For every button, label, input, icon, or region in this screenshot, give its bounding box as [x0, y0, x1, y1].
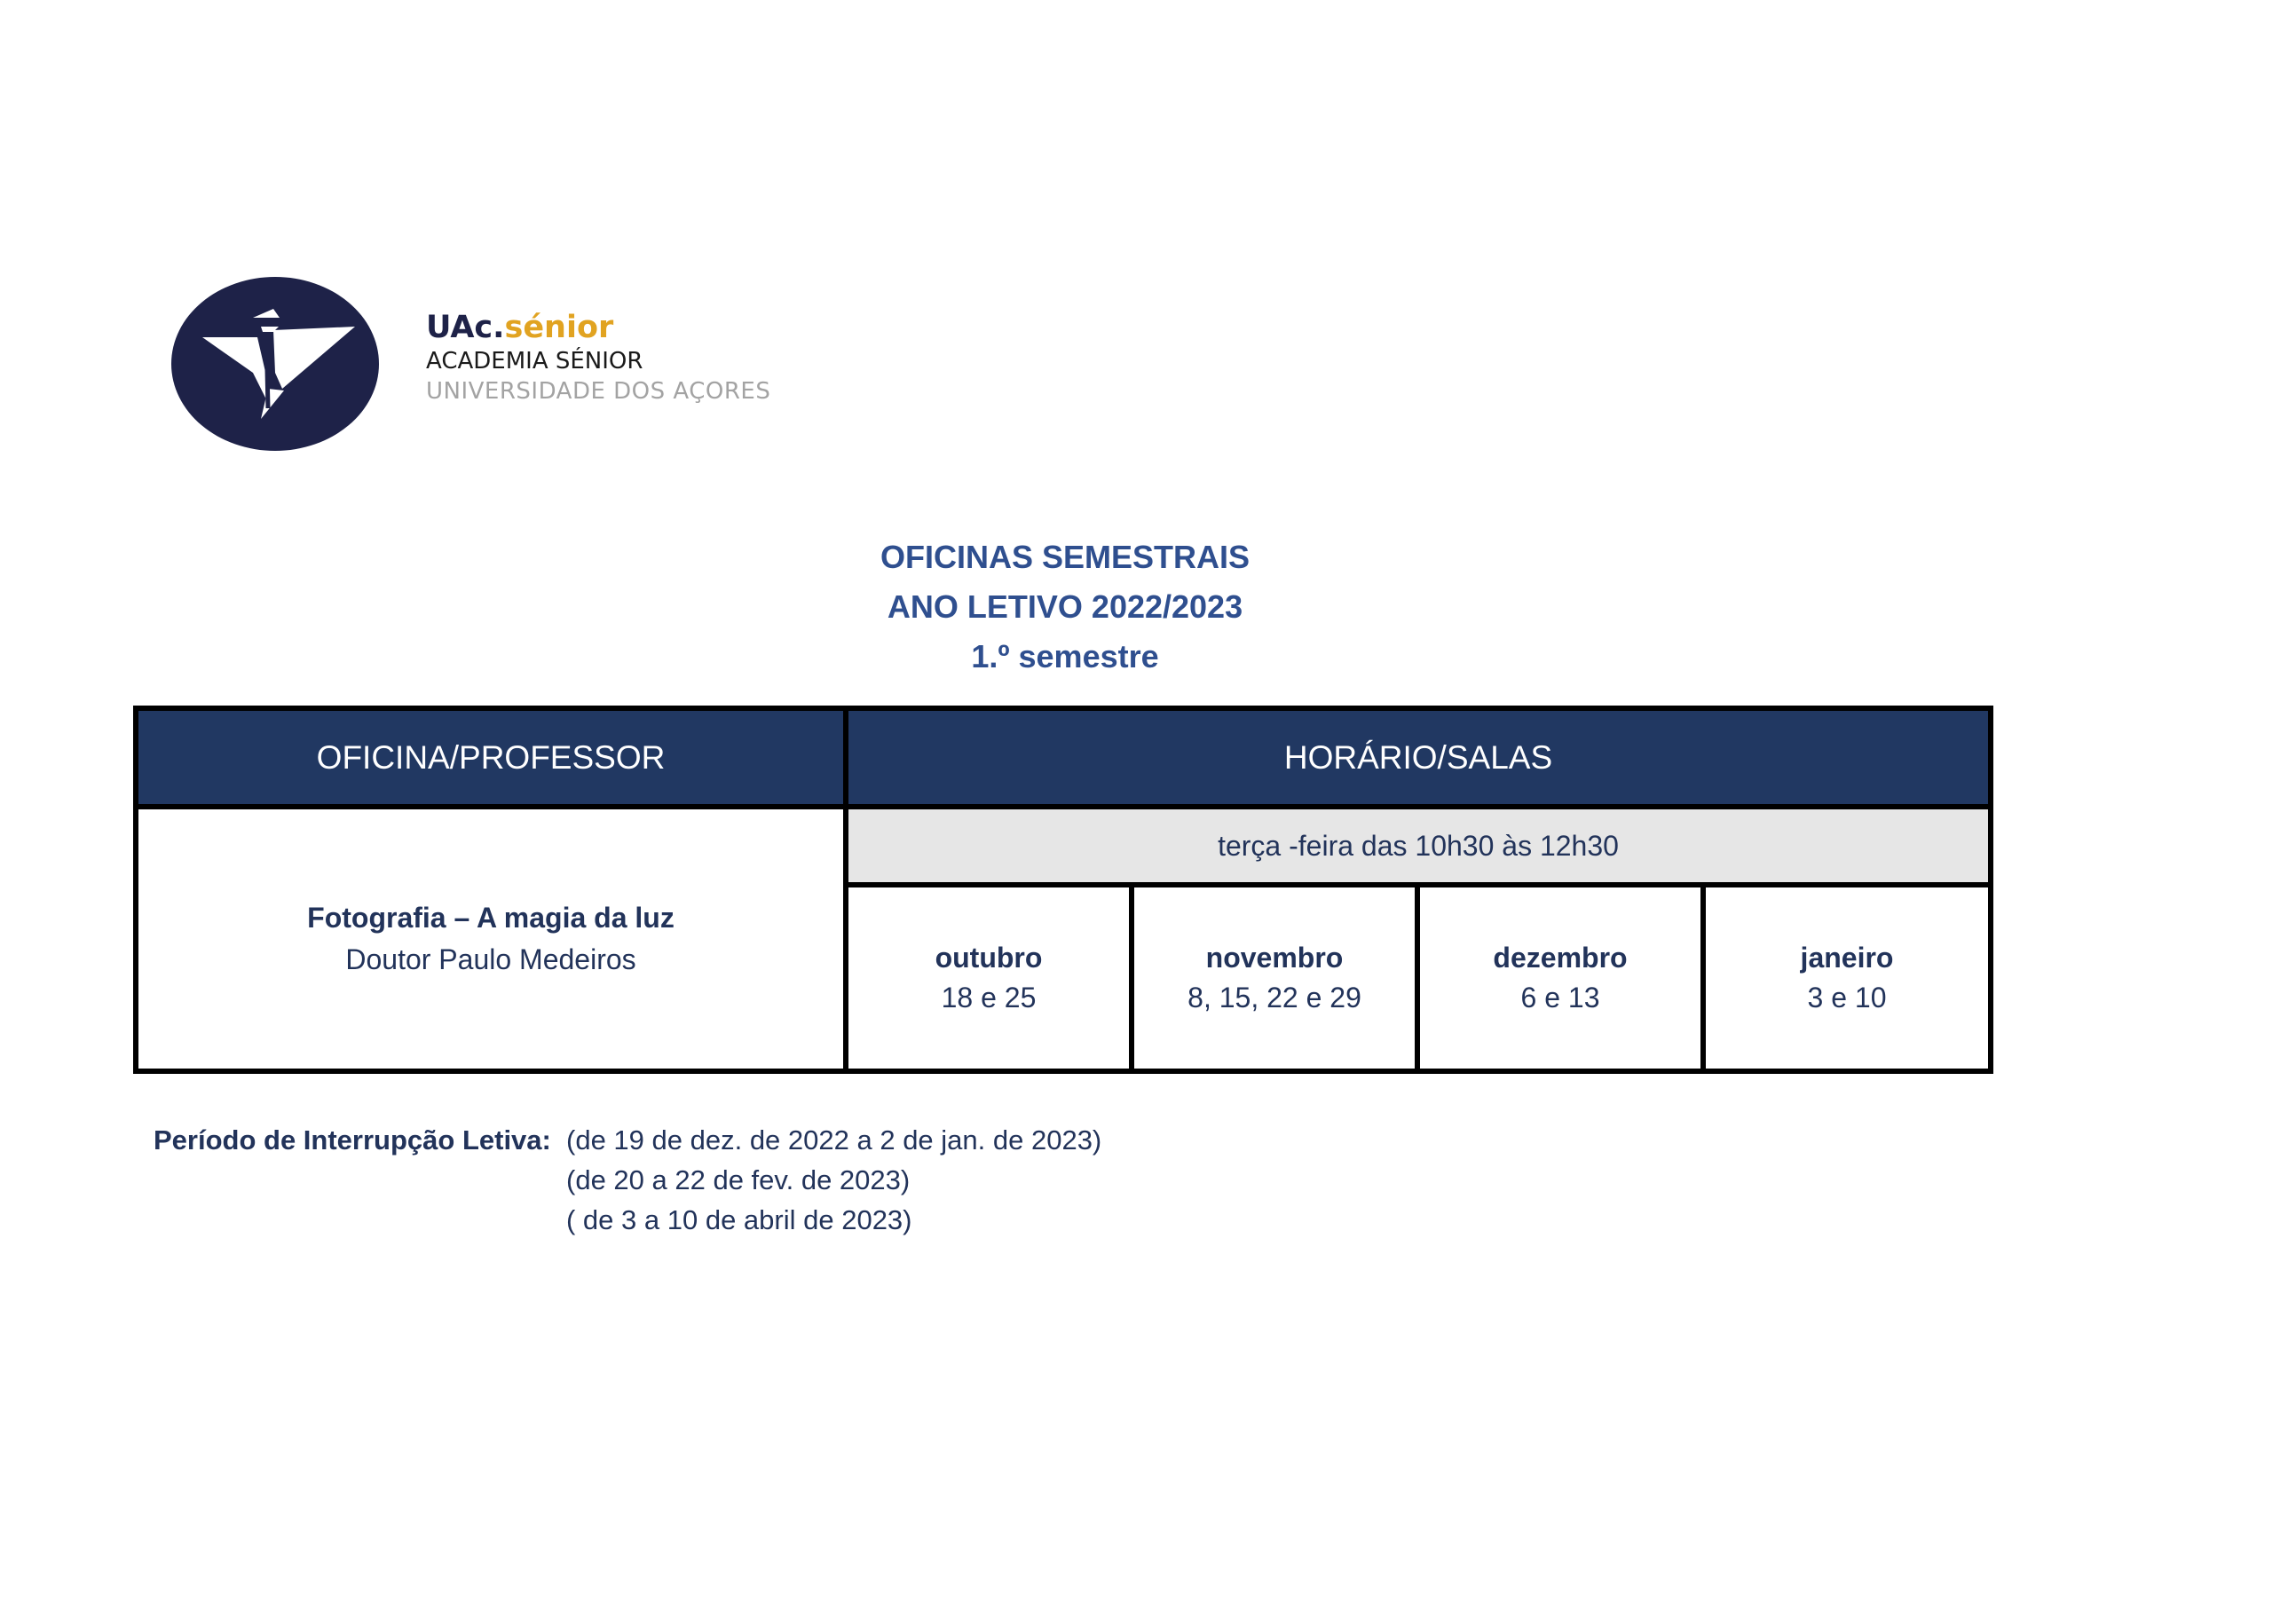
month-cell [1703, 885, 1991, 1071]
document-title [799, 532, 1331, 682]
title-line-2: ANO LETIVO 2022/2023 [887, 588, 1243, 625]
header-workshop: OFICINA/PROFESSOR [136, 708, 846, 807]
month-name: novembro [1205, 942, 1344, 974]
time-cell: terça -feira das 10h30 às 12h30 [846, 807, 1991, 885]
title-line-1: OFICINAS SEMESTRAIS [880, 539, 1251, 575]
brand-name-uac: UAc. [426, 310, 505, 345]
brand-name [426, 309, 770, 346]
month-dates: 18 e 25 [941, 982, 1037, 1014]
origami-bird-logo-icon [169, 275, 382, 453]
workshop-teacher: Doutor Paulo Medeiros [345, 943, 636, 975]
interruption-period: ( de 3 a 10 de abril de 2023) [566, 1204, 912, 1235]
header-row [136, 708, 1991, 807]
schedule-table [133, 706, 1993, 1074]
title-line-3: 1.º semestre [971, 638, 1159, 674]
workshop-title: Fotografia – A magia da luz [307, 902, 675, 934]
month-name: dezembro [1493, 942, 1628, 974]
brand-university: UNIVERSIDADE DOS AÇORES [426, 378, 771, 405]
month-dates: 8, 15, 22 e 29 [1187, 982, 1361, 1014]
interruption-label: Período de Interrupção Letiva: [154, 1124, 551, 1156]
month-dates: 3 e 10 [1807, 982, 1887, 1014]
month-cell [1417, 885, 1703, 1071]
month-cell [846, 885, 1132, 1071]
month-cell [1132, 885, 1417, 1071]
month-dates: 6 e 13 [1520, 982, 1600, 1014]
month-name: outubro [935, 942, 1043, 974]
time-row [136, 807, 1991, 885]
interruption-period: (de 19 de dez. de 2022 a 2 de jan. de 2023) [566, 1124, 1102, 1156]
brand-subtitle: ACADEMIA SÉNIOR [426, 348, 643, 375]
brand-block [426, 309, 770, 405]
brand-name-senior: sénior [504, 310, 614, 345]
month-name: janeiro [1800, 942, 1894, 974]
interruption-periods [566, 1120, 1101, 1240]
interruption-period: (de 20 a 22 de fev. de 2023) [566, 1164, 911, 1195]
workshop-cell [136, 807, 846, 1071]
header-schedule: HORÁRIO/SALAS [846, 708, 1991, 807]
